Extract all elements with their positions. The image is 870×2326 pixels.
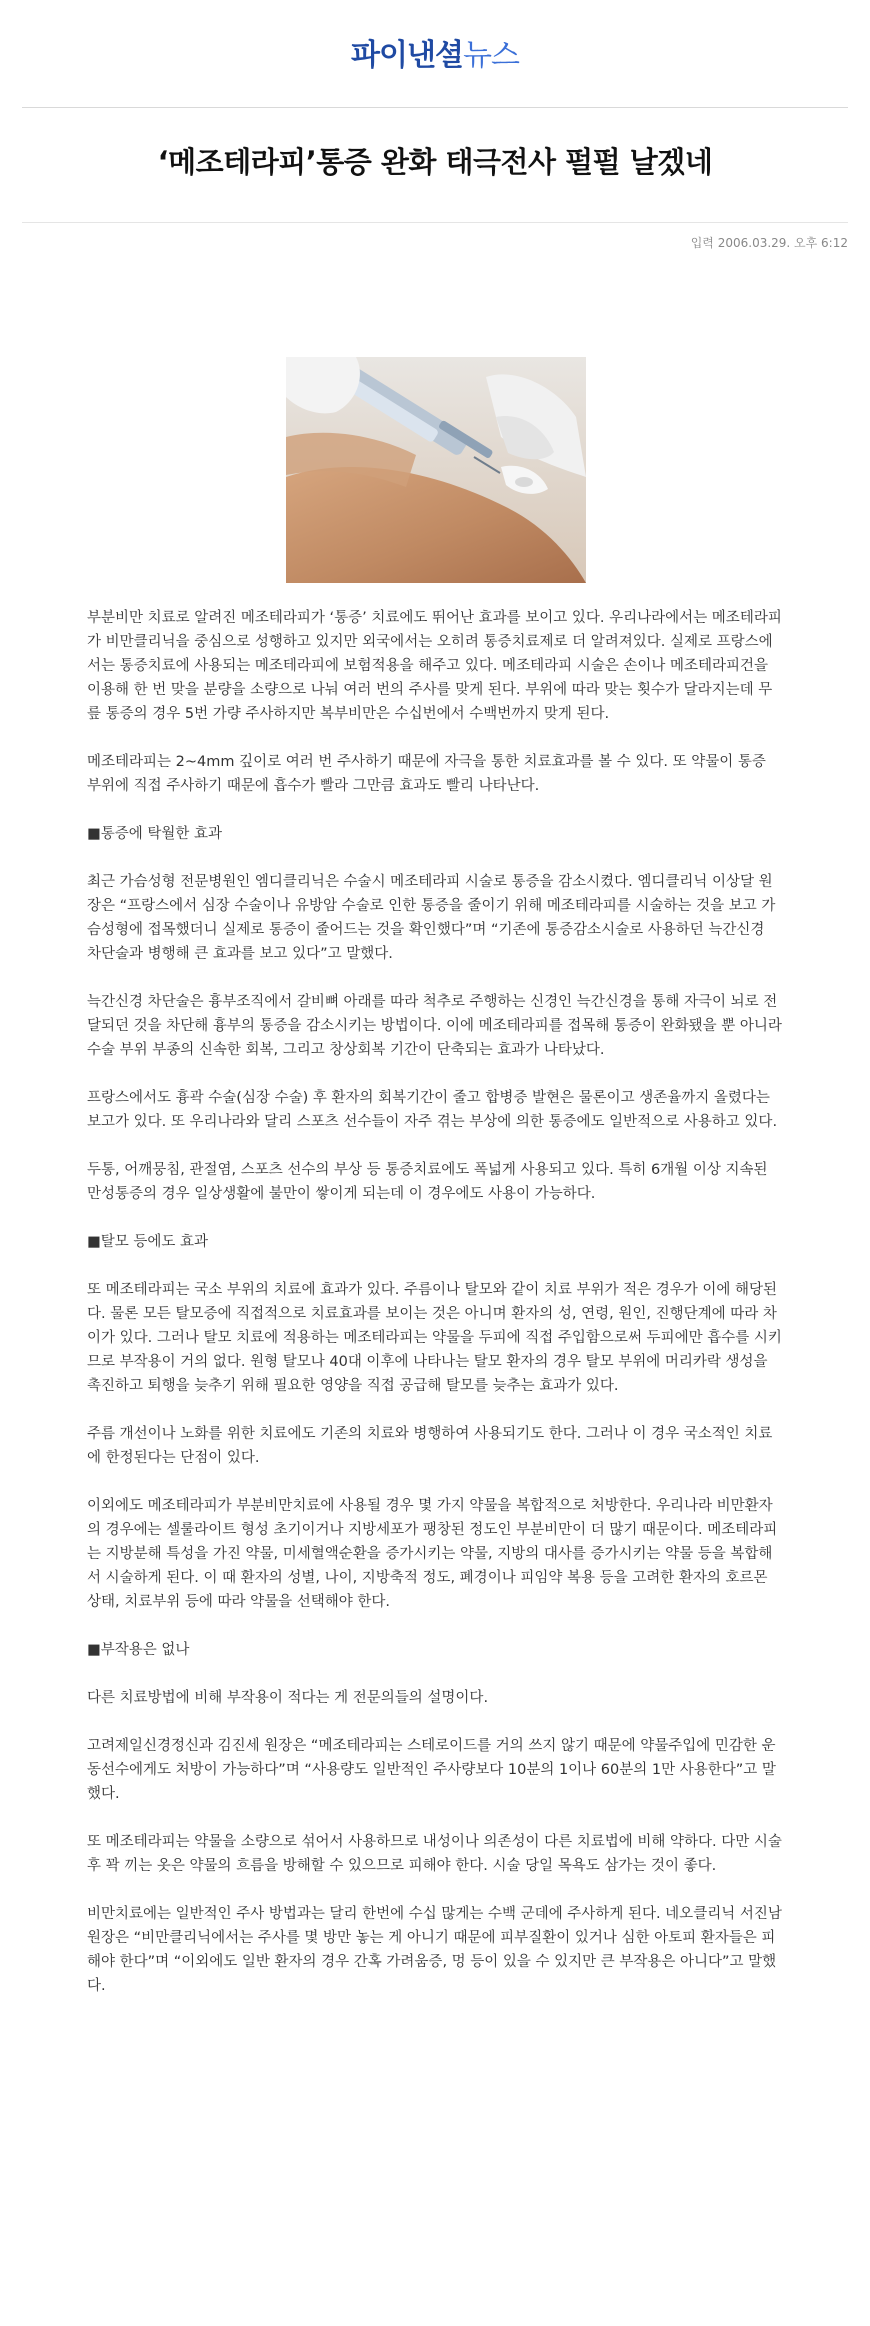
article-dateline: 입력 2006.03.29. 오후 6:12 <box>690 236 848 250</box>
masthead <box>0 0 870 108</box>
article-paragraph: 프랑스에서도 흉곽 수술(심장 수술) 후 환자의 회복기간이 줄고 합병증 발현은 물론이고 생존율까지 올렸다는 보고가 있다. 또 우리나라와 달리 스포츠 선수들이 자주 겪는 부상에 의한 통증에도 일반적으로 사용하고 있다. <box>87 1090 778 1130</box>
article-paragraph: 부분비만 치료로 알려진 메조테라피가 ‘통증’ 치료에도 뛰어난 효과를 보이고 있다. 우리나라에서는 메조테라피가 비만클리닉을 중심으로 성행하고 있지만 외국에서는 오히려 통증치료제로 더 알려져있다. 실제로 프랑스에서는 통증치료에 사용되는 메조테라피에 보험적용을 해주고 있다. 메조테라피 시술은 손이나 메조테라피건을 이용해 한 번 맞을 분량을 소량으로 나눠 여러 번의 주사를 맞게 된다. 부위에 따라 맞는 횟수가 달라지는데 무릎 통증의 경우 5번 가량 주사하지만 복부비만은 수십번에서 수백번까지 맞게 된다. <box>87 610 782 722</box>
headline-divider <box>22 222 848 223</box>
article-paragraph: 주름 개선이나 노화를 위한 치료에도 기존의 치료와 병행하여 사용되기도 한다. 그러나 이 경우 국소적인 치료에 한정된다는 단점이 있다. <box>87 1426 773 1466</box>
article-paragraph: 늑간신경 차단술은 흉부조직에서 갈비뼈 아래를 따라 척추로 주행하는 신경인 늑간신경을 통해 자극이 뇌로 전달되던 것을 차단해 흉부의 통증을 감소시키는 방법이다. 이에 메조테라피를 접목해 통증이 완화됐을 뿐 아니라 수술 부위 부종의 신속한 회복, 그리고 창상회복 기간이 단축되는 효과가 나타났다. <box>87 994 782 1058</box>
logo-news: 뉴스 <box>462 38 519 73</box>
article-paragraph: 또 메조테라피는 국소 부위의 치료에 효과가 있다. 주름이나 탈모와 같이 치료 부위가 적은 경우가 이에 해당된다. 물론 모든 탈모증에 직접적으로 치료효과를 보이는 것은 아니며 환자의 성, 연령, 원인, 진행단계에 따라 차이가 있다. 그러나 탈모 치료에 적용하는 메조테라피는 약물을 두피에 직접 주입함으로써 두피에만 흡수를 시키므로 부작용이 거의 없다. 원형 탈모나 40대 이후에 나타나는 탈모 환자의 경우 탈모 부위에 머리카락 생성을 촉진하고 퇴행을 늦추기 위해 필요한 영양을 직접 공급해 탈모를 늦추는 효과가 있다. <box>87 1282 782 1394</box>
article-paragraph: 최근 가슴성형 전문병원인 엠디클리닉은 수술시 메조테라피 시술로 통증을 감소시켰다. 엠디클리닉 이상달 원장은 “프랑스에서 심장 수술이나 유방암 수술로 인한 통증을 줄이기 위해 메조테라피를 시술하는 것을 보고 가슴성형에 접목했더니 실제로 통증이 줄어드는 것을 확인했다”며 “기존에 통증감소시술로 사용하던 늑간신경 차단술과 병행해 큰 효과를 보고 있다”고 말했다. <box>87 874 776 962</box>
header-divider <box>22 107 848 108</box>
mesotherapy-injection-image <box>286 357 586 583</box>
article-paragraph: 메조테라피는 2~4mm 깊이로 여러 번 주사하기 때문에 자극을 통한 치료효과를 볼 수 있다. 또 약물이 통증 부위에 직접 주사하기 때문에 흡수가 빨라 그만큼 효과도 빨리 나타난다. <box>87 754 766 794</box>
article-paragraph: 또 메조테라피는 약물을 소량으로 섞어서 사용하므로 내성이나 의존성이 다른 치료법에 비해 약하다. 다만 시술 후 꽉 끼는 옷은 약물의 흐름을 방해할 수 있으므로 피해야 한다. 시술 당일 목욕도 삼가는 것이 좋다. <box>87 1834 782 1874</box>
section-heading-hair-loss: ■탈모 등에도 효과 <box>87 1234 208 1250</box>
site-logo[interactable] <box>0 38 870 74</box>
article-headline: ‘메조테라피’통증 완화 태극전사 펄펄 날겠네 <box>157 145 713 179</box>
article-photo <box>286 357 586 583</box>
section-heading-side-effects: ■부작용은 없나 <box>87 1642 190 1658</box>
section-heading-pain: ■통증에 탁월한 효과 <box>87 826 222 842</box>
article-body <box>87 606 783 2022</box>
article-paragraph: 두통, 어깨뭉침, 관절염, 스포츠 선수의 부상 등 통증치료에도 폭넓게 사용되고 있다. 특히 6개월 이상 지속된 만성통증의 경우 일상생활에 불만이 쌓이게 되는데 이 경우에도 사용이 가능하다. <box>87 1162 768 1202</box>
article-paragraph: 고려제일신경정신과 김진세 원장은 “메조테라피는 스테로이드를 거의 쓰지 않기 때문에 약물주입에 민감한 운동선수에게도 처방이 가능하다”며 “사용량도 일반적인 주사량보다 10분의 1이나 60분의 1만 사용한다”고 말했다. <box>87 1738 776 1802</box>
article-paragraph: 비만치료에는 일반적인 주사 방법과는 달리 한번에 수십 많게는 수백 군데에 주사하게 된다. 네오클리닉 서진남 원장은 “비만클리닉에서는 주사를 몇 방만 놓는 게 아니기 때문에 피부질환이 있거나 심한 아토피 환자들은 피해야 한다”며 “이외에도 일반 환자의 경우 간혹 가려움증, 멍 등이 있을 수 있지만 큰 부작용은 아니다”고 말했다. <box>87 1906 782 1994</box>
article-paragraph: 이외에도 메조테라피가 부분비만치료에 사용될 경우 몇 가지 약물을 복합적으로 처방한다. 우리나라 비만환자의 경우에는 셀룰라이트 형성 초기이거나 지방세포가 팽창된 정도인 부분비만이 더 많기 때문이다. 메조테라피는 지방분해 특성을 가진 약물, 미세혈액순환을 증가시키는 약물, 지방의 대사를 증가시키는 약물 등을 복합해서 시술하게 된다. 이 때 환자의 성별, 나이, 지방축적 정도, 폐경이나 피임약 복용 등을 고려한 환자의 호르몬 상태, 치료부위 등에 따라 약물을 선택해야 한다. <box>87 1498 778 1610</box>
logo-brand: 파이낸셜 <box>351 38 463 73</box>
article-paragraph: 다른 치료방법에 비해 부작용이 적다는 게 전문의들의 설명이다. <box>87 1690 489 1706</box>
